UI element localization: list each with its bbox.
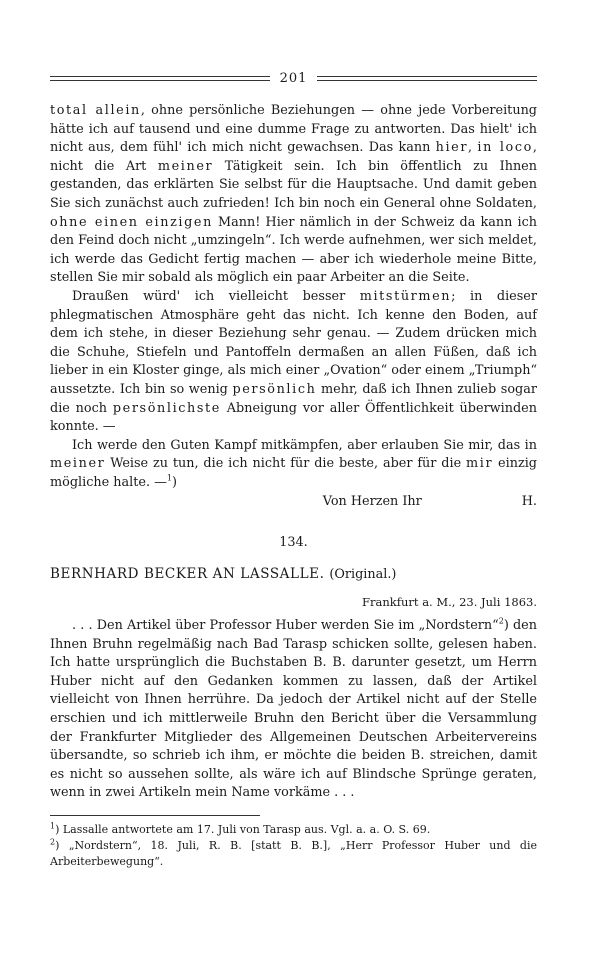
footnote-ref-1: 1 (166, 473, 172, 483)
footnote-2: $^2$) „Nordstern“, 18. Juli, R. B. [statt B. B.], „Herr Professor Huber und die Arbeiterbewegung“. (50, 837, 537, 868)
footnote-rule (50, 815, 260, 816)
page-number: 201 (279, 70, 308, 86)
letter-number: 134. (279, 535, 308, 551)
paragraph-1: total allein, ohne persönliche Beziehungen — ohne jede Vorbereitung hätte ich auf tausend und eine dumme Frage zu antworten. Das hielt' ich nicht aus, dem fühl' ich mich nicht gewachsen. Das kann hier, in loco, nicht die Art meiner Tätigkeit sein. Ich bin öffentlich zu Ihnen gestanden, das erklärten Sie selbst für die Hauptsache. Und damit geben Sie sich zunächst auch zufrieden! Ich bin noch ein General ohne Soldaten, ohne einen einzigen Mann! Hier nämlich in der Schweiz da kann ich den Feind doch nicht „umzingeln“. Ich werde aufnehmen, wer sich meldet, ich werde das Gedicht fertig machen — aber ich wiederhole meine Bitte, stellen Sie mir sobald als möglich ein paar Arbeiter an die Seite. (50, 103, 537, 286)
header-rule-left (50, 76, 270, 81)
letter-body: . . . Den Artikel über Professor Huber werden Sie im „Nordstern“$^2$) den Ihnen Bruhn regelmäßig nach Bad Tarasp schicken sollte, gelesen haben. Ich hatte ursprünglich die Buchstaben B. B. darunter gesetzt, um Herrn Huber nicht auf den Gedanken kommen zu lassen, daß der Artikel vielleicht von Ihnen herrühre. Da jedoch der Artikel nicht auf der Stelle erschien und ich mittlerweile Bruhn den Bericht über die Versammlung der Frankfurter Mitglieder des Allgemeinen Deutschen Arbeitervereins übersandte, so schrieb ich ihm, er möchte die beiden B. streichen, damit es nicht so aussehen sollte, als wäre ich auf Blindsche Sprünge geraten, wenn in zwei Artikeln mein Name vorkäme . . . (50, 616, 537, 801)
paragraph-2: Draußen würd' ich vielleicht besser mitstürmen; in dieser phlegmatischen Atmosphäre geht das nicht. Ich kenne den Boden, auf dem ich stehe, in dieser Beziehung sehr genau. — Zudem drücken mich die Schuhe, Stiefeln und Pantoffeln dermaßen an allen Füßen, daß ich lieber in ein Kloster ginge, als mich einer „Ovation“ oder einem „Triumph“ aussetzte. Ich bin so wenig persönlich mehr, daß ich Ihnen zulieb sogar die noch persönlichste Abneigung vor aller Öffentlichkeit überwinden konnte. — (50, 288, 537, 435)
signature-initial: H. (521, 494, 537, 510)
header-rule-right (317, 76, 537, 81)
book-page (50, 68, 537, 870)
letter-dateline: Frankfurt a. M., 23. Juli 1863. (362, 595, 537, 610)
letter-heading: BERNHARD BECKER AN LASSALLE. (Original.) (50, 566, 397, 583)
signature-line (50, 493, 537, 512)
heading-note: (Original.) (329, 567, 397, 583)
footnote-ref-2: 2 (498, 616, 504, 626)
paragraph-3: Ich werde den Guten Kampf mitkämpfen, aber erlauben Sie mir, das in meiner Weise zu tun, die ich nicht für die beste, aber für die mir einzig mögliche halte. —$^1$) (50, 437, 537, 490)
footnote-1: $^1$) Lassalle antwortete am 17. Juli von Tarasp aus. Vgl. a. a. O. S. 69. (50, 821, 431, 836)
running-header (50, 68, 537, 88)
signature-closing: Von Herzen Ihr (322, 494, 422, 510)
